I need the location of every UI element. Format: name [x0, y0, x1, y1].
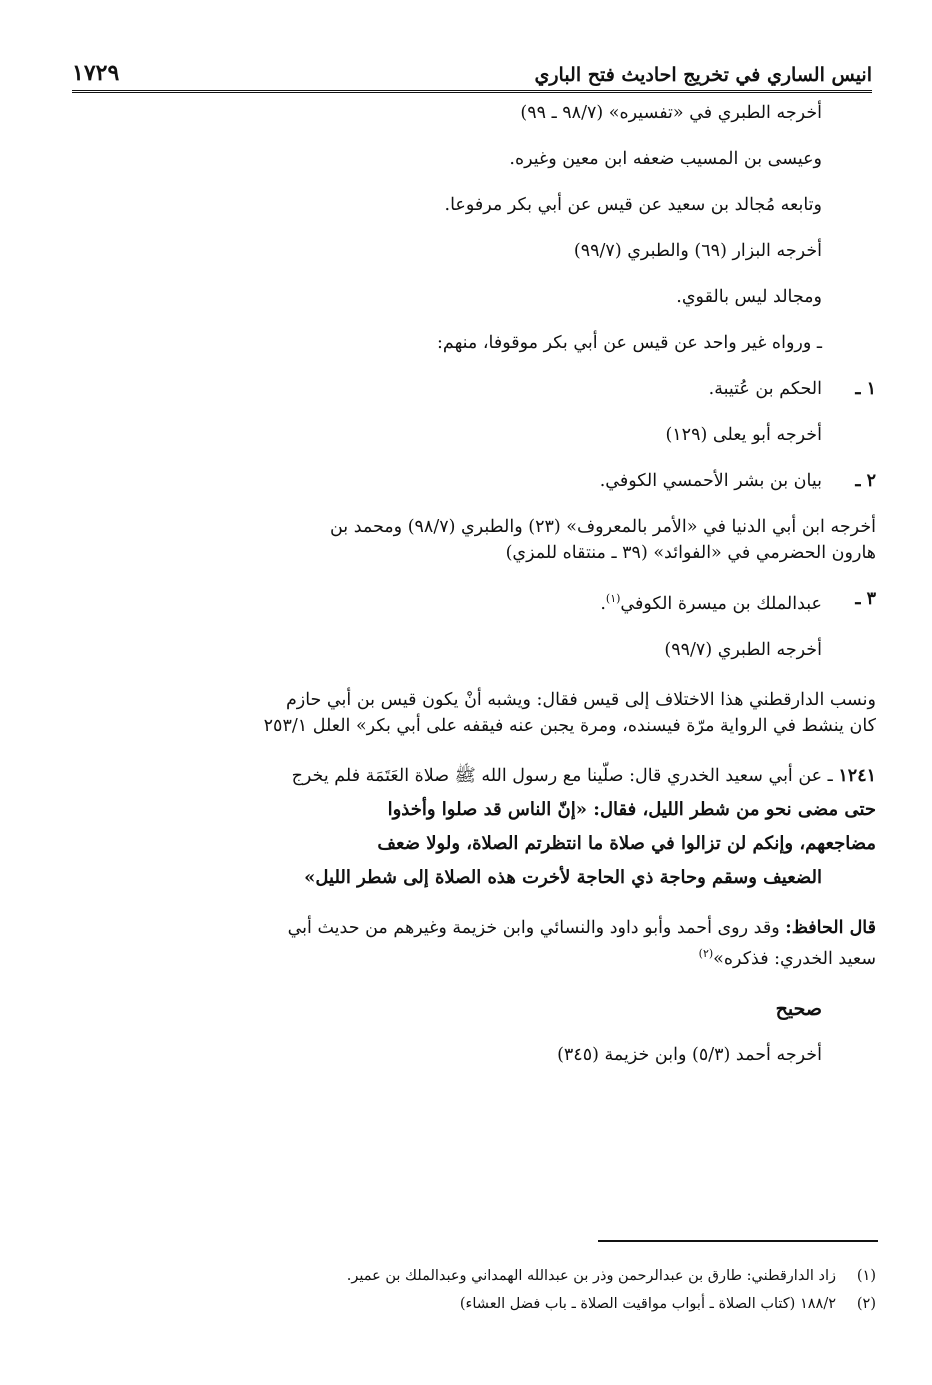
- list-item-text: [600, 586, 822, 617]
- hadith-line: مضاجعهم، وإنكم لن تزالوا في صلاة ما انتظرتم الصلاة، ولولا ضعف: [377, 832, 876, 854]
- page-number: ١٧٢٩: [72, 60, 120, 86]
- footnote-number: (٢): [856, 1296, 876, 1312]
- footnote: [74, 1290, 876, 1318]
- text-span: كان ينشط في الرواية مرّة فيسنده، ومرة يجبن عنه فيقفه على أبي بكر» العلل ٢٥٣/١: [263, 715, 876, 736]
- hafiz-label: قال الحافظ:: [785, 917, 876, 938]
- footnote-ref: (٢): [698, 946, 714, 960]
- list-item-number: ٣ ـ: [855, 589, 876, 609]
- page-body: [74, 100, 876, 1068]
- text-line: وعيسى بن المسيب ضعفه ابن معين وغيره.: [509, 149, 822, 169]
- hadith-text: ـ عن أبي سعيد الخدري قال: صلّينا مع رسول الله ﷺ صلاة العَتَمَة فلم يخرج: [291, 765, 833, 786]
- list-item: [74, 376, 876, 402]
- footnote: [74, 1262, 876, 1290]
- list-item: [74, 468, 876, 494]
- page-header: [72, 42, 872, 93]
- text-line: ونسب الدارقطني هذا الاختلاف إلى قيس فقال: ويشبه أنْ يكون قيس بن أبي حازم: [285, 689, 876, 710]
- text-line: أخرجه أحمد (٥/٣) وابن خزيمة (٣٤٥): [557, 1044, 822, 1065]
- list-item-number: ١ ـ: [855, 379, 876, 399]
- text-line: أخرجه الطبري في «تفسيره» (٩٨/٧ ـ ٩٩): [520, 103, 822, 123]
- footnote-text: ١٨٨/٢ (كتاب الصلاة ـ أبواب مواقيت الصلاة ـ باب فضل العشاء): [459, 1296, 836, 1312]
- footnotes: [74, 1262, 876, 1318]
- text-line: أخرجه البزار (٦٩) والطبري (٩٩/٧): [573, 241, 822, 261]
- text-line: أخرجه ابن أبي الدنيا في «الأمر بالمعروف» (٢٣) والطبري (٩٨/٧) ومحمد بن: [329, 517, 876, 537]
- grade-heading: صحيح: [775, 997, 822, 1020]
- text-line: هارون الحضرمي في «الفوائد» (٣٩ ـ منتقاه للمزي): [505, 543, 876, 563]
- text-line: وتابعه مُجالد بن سعيد عن قيس عن أبي بكر مرفوعا.: [444, 195, 822, 215]
- list-item-end: .: [600, 593, 606, 614]
- text-line: [74, 713, 876, 739]
- list-item-name: عبدالملك بن ميسرة الكوفي: [620, 593, 822, 614]
- hadith-line: الضعيف وسقم وحاجة ذي الحاجة لأخرت هذه الصلاة إلى شطر الليل»: [304, 866, 822, 888]
- footnote-divider: [598, 1240, 878, 1242]
- text-line: ـ ورواه غير واحد عن قيس عن أبي بكر موقوفا، منهم:: [437, 333, 822, 353]
- footnote-ref: (١): [605, 592, 621, 605]
- hadith-line: [74, 759, 876, 793]
- text-line: [74, 941, 876, 972]
- text-line: أخرجه الطبري (٩٩/٧): [664, 639, 822, 660]
- list-item-text: الحكم بن عُتيبة.: [708, 379, 822, 399]
- text-line: [74, 915, 876, 941]
- text-line: أخرجه أبو يعلى (١٢٩): [665, 425, 822, 445]
- list-item: [74, 586, 876, 617]
- hafiz-text: سعيد الخدري: فذكره»: [713, 948, 876, 969]
- hadith-number: ١٢٤١: [838, 765, 876, 786]
- footnote-text: زاد الدارقطني: طارق بن عبدالرحمن وذر بن عبدالله الهمداني وعبدالملك بن عمير.: [346, 1268, 836, 1284]
- footnote-number: (١): [856, 1268, 876, 1284]
- running-title: انيس الساري في تخريج احاديث فتح الباري: [534, 64, 872, 86]
- hafiz-text: وقد روى أحمد وأبو داود والنسائي وابن خزيمة وغيرهم من حديث أبي: [287, 917, 780, 938]
- hadith-line: حتى مضى نحو من شطر الليل، فقال: «إنّ الناس قد صلوا وأخذوا: [387, 798, 876, 820]
- hadith-block: [74, 759, 876, 895]
- list-item-number: ٢ ـ: [855, 471, 876, 491]
- list-item-text: بيان بن بشر الأحمسي الكوفي.: [599, 471, 822, 491]
- text-line: ومجالد ليس بالقوي.: [676, 287, 822, 307]
